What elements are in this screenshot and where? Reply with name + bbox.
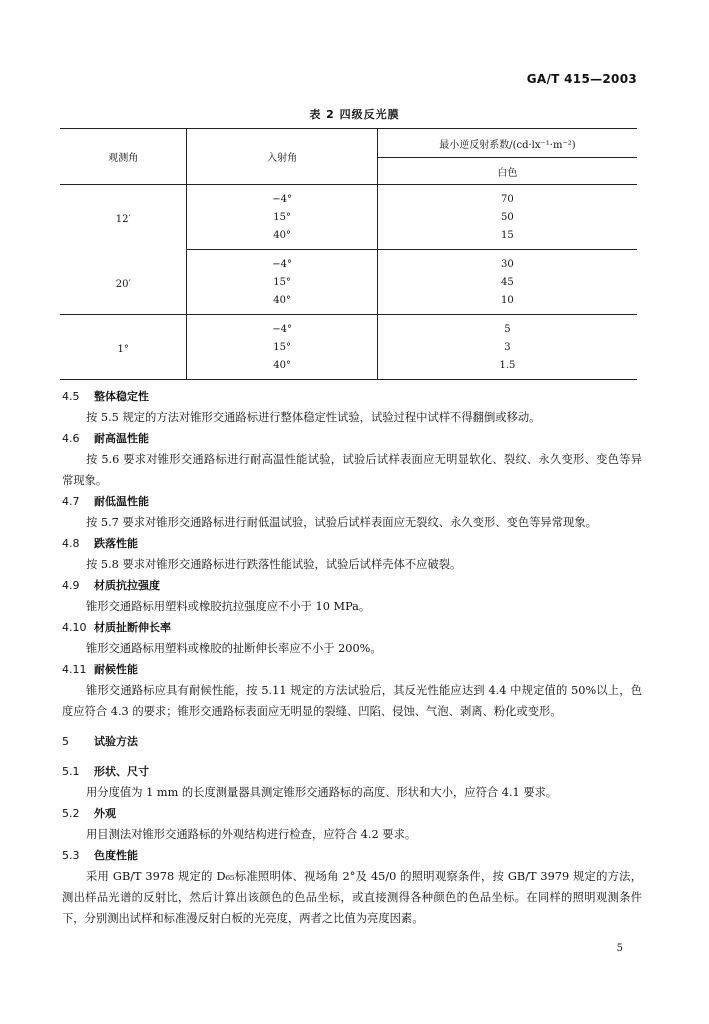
observation-angle-cell: 1° — [60, 315, 187, 380]
observation-angle-cell: 20′ — [60, 250, 187, 315]
observation-angle-cell: 12′ — [60, 185, 187, 250]
entrance-angle-cell: 40° — [187, 292, 377, 315]
section-paragraph: 采用 GB/T 3978 规定的 D₆₅标准照明体、视场角 2°及 45/0 的照明观察条件，按 GB/T 3979 规定的方法，测出样品光谱的反射比，然后计算出该颜色的色品坐标，或直接测得各种颜色的色品坐标。在同样的照明观测条件下，分别测出试样和标准漫反射白板的光亮度，两者之比值为亮度因素。 — [62, 870, 642, 925]
table-title: 表 2 四级反光膜 — [309, 108, 400, 121]
col-header-coefficient: 最小逆反射系数/(cd·lx⁻¹·m⁻²) — [377, 129, 637, 158]
entrance-angle-cell: −4° — [187, 315, 377, 340]
col-header-white: 白色 — [377, 158, 637, 185]
section-heading: 4.5 整体稳定性 — [62, 390, 149, 403]
retroreflection-table — [60, 128, 637, 380]
entrance-angle-cell: 40° — [187, 227, 377, 250]
standard-code: GA/T 415—2003 — [526, 72, 637, 86]
section-paragraph: 锥形交通路标用塑料或橡胶抗拉强度应不小于 10 MPa。 — [86, 600, 371, 613]
section-heading: 4.9 材质抗拉强度 — [62, 579, 160, 592]
coefficient-value-cell: 1.5 — [377, 357, 637, 380]
section-heading: 5.2 外观 — [62, 807, 116, 820]
coefficient-value-cell: 3 — [377, 339, 637, 357]
section-heading: 4.11 耐候性能 — [62, 663, 138, 676]
section-paragraph: 按 5.8 要求对锥形交通路标进行跌落性能试验，试验后试样壳体不应破裂。 — [86, 558, 462, 571]
entrance-angle-cell: −4° — [187, 250, 377, 275]
section-paragraph: 锥形交通路标用塑料或橡胶的扯断伸长率应不小于 200%。 — [86, 642, 382, 655]
section-paragraph: 按 5.6 要求对锥形交通路标进行耐高温性能试验，试验后试样表面应无明显软化、裂纹、永久变形、变色等异常现象。 — [62, 453, 642, 487]
col-header-entrance: 入射角 — [187, 129, 377, 185]
table-row — [60, 185, 637, 210]
entrance-angle-cell: −4° — [187, 185, 377, 210]
section-heading: 5.1 形状、尺寸 — [62, 765, 149, 778]
section-heading: 4.10 材质扯断伸长率 — [62, 621, 171, 634]
section-heading: 4.7 耐低温性能 — [62, 495, 149, 508]
page-number: 5 — [616, 943, 623, 954]
section-paragraph: 用分度值为 1 mm 的长度测量器具测定锥形交通路标的高度、形状和大小，应符合 4.1 要求。 — [86, 786, 558, 799]
chapter-heading: 5 试验方法 — [62, 735, 138, 748]
coefficient-value-cell: 10 — [377, 292, 637, 315]
section-heading: 4.8 跌落性能 — [62, 537, 138, 550]
coefficient-value-cell: 70 — [377, 185, 637, 210]
table-row — [60, 315, 637, 340]
section-paragraph: 按 5.7 要求对锥形交通路标进行耐低温试验，试验后试样表面应无裂纹、永久变形、变色等异常现象。 — [86, 516, 597, 529]
section-paragraph: 用目测法对锥形交通路标的外观结构进行检查，应符合 4.2 要求。 — [86, 828, 417, 841]
entrance-angle-cell: 15° — [187, 274, 377, 292]
coefficient-value-cell: 45 — [377, 274, 637, 292]
section-heading: 4.6 耐高温性能 — [62, 432, 149, 445]
coefficient-value-cell: 50 — [377, 209, 637, 227]
entrance-angle-cell: 40° — [187, 357, 377, 380]
entrance-angle-cell: 15° — [187, 339, 377, 357]
col-header-observation: 观测角 — [60, 129, 187, 185]
entrance-angle-cell: 15° — [187, 209, 377, 227]
coefficient-value-cell: 15 — [377, 227, 637, 250]
section-paragraph: 锥形交通路标应具有耐候性能，按 5.11 规定的方法试验后，其反光性能应达到 4.4 中规定值的 50%以上，色度应符合 4.3 的要求；锥形交通路标表面应无明显的裂缝、凹陷、侵蚀、气泡、剥离、粉化或变形。 — [62, 684, 642, 718]
coefficient-value-cell: 30 — [377, 250, 637, 275]
section-heading: 5.3 色度性能 — [62, 849, 138, 862]
section-paragraph: 按 5.5 规定的方法对锥形交通路标进行整体稳定性试验，试验过程中试样不得翻倒或移动。 — [86, 411, 541, 424]
document-body — [62, 386, 642, 929]
coefficient-value-cell: 5 — [377, 315, 637, 340]
table-row — [60, 250, 637, 275]
